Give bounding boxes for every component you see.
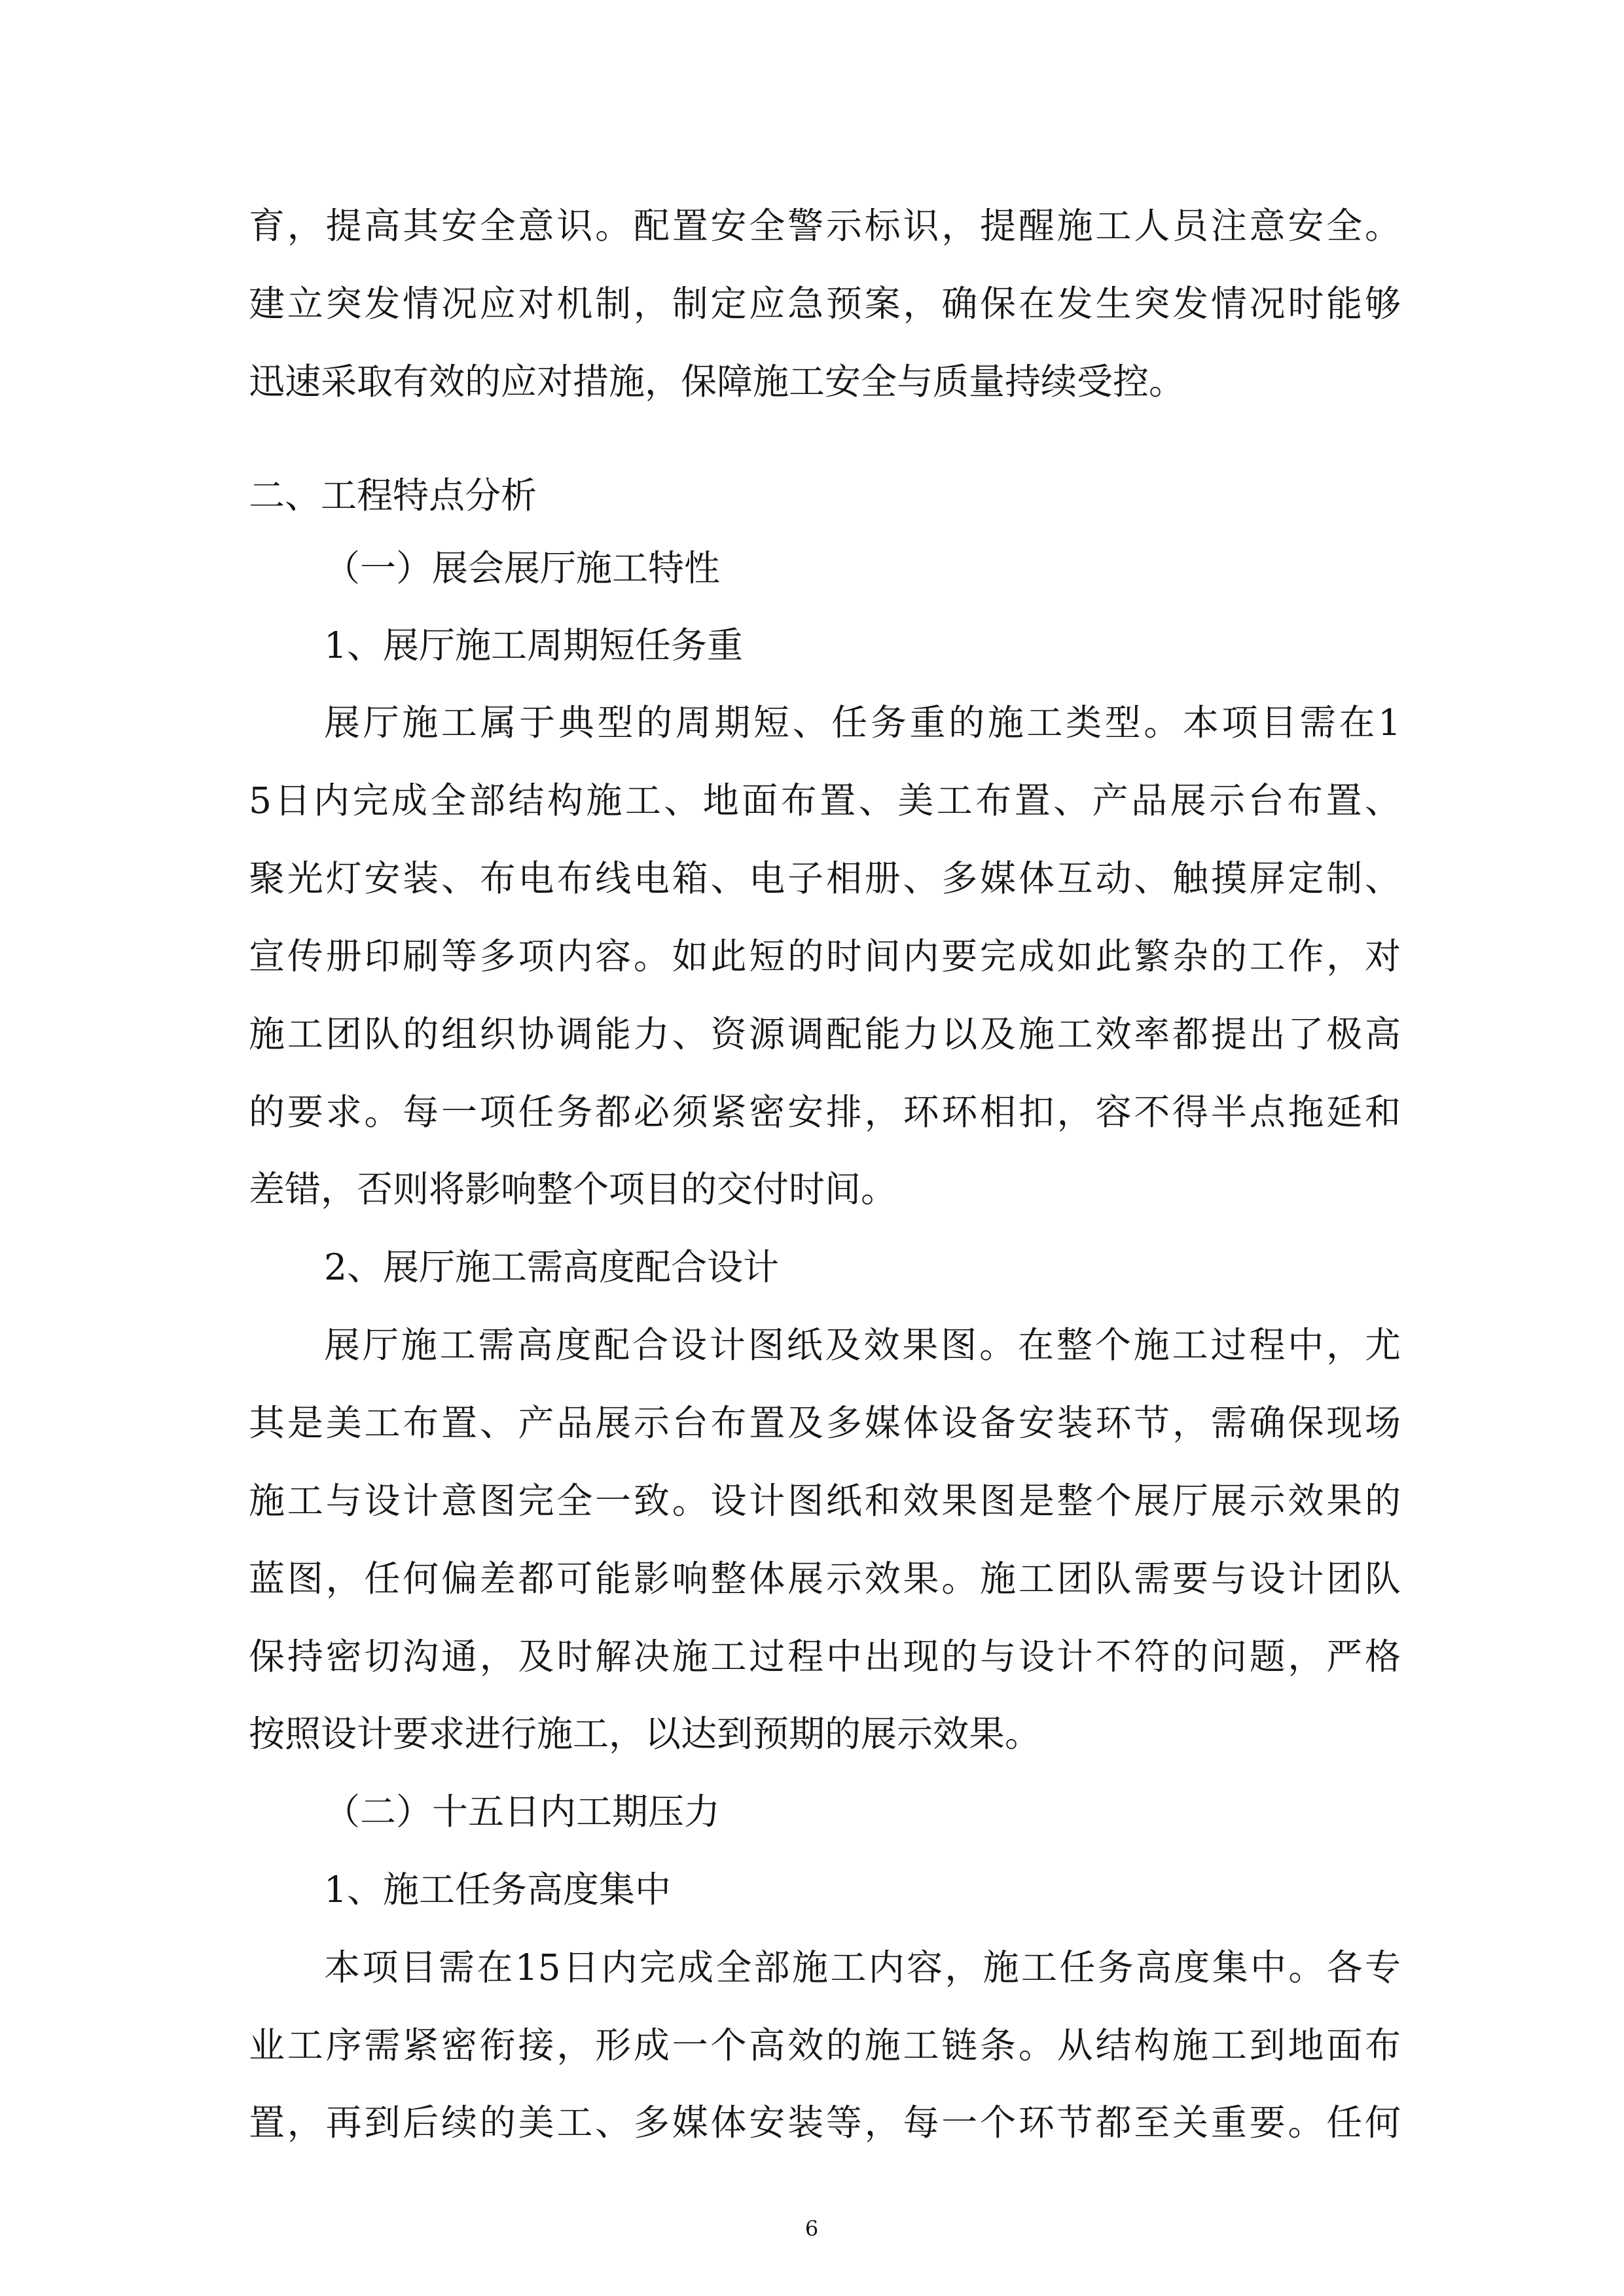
paragraph-line: 置，再到后续的美工、多媒体安装等，每一个环节都至关重要。任何 [249, 2102, 1401, 2144]
subsection-heading: （二）十五日内工期压力 [324, 1791, 721, 1833]
page-number: 6 [804, 2216, 819, 2241]
paragraph-line: 蓝图，任何偏差都可能影响整体展示效果。施工团队需要与设计团队 [249, 1558, 1401, 1600]
paragraph-line: 业工序需紧密衔接，形成一个高效的施工链条。从结构施工到地面布 [249, 2024, 1401, 2066]
section-heading: 二、工程特点分析 [249, 475, 537, 516]
paragraph-line: 施工与设计意图完全一致。设计图纸和效果图是整个展厅展示效果的 [249, 1480, 1401, 1522]
paragraph-line: 建立突发情况应对机制，制定应急预案，确保在发生突发情况时能够 [249, 283, 1401, 325]
paragraph-line: 迅速采取有效的应对措施，保障施工安全与质量持续受控。 [249, 361, 1185, 403]
paragraph-line: 的要求。每一项任务都必须紧密安排，环环相扣，容不得半点拖延和 [249, 1091, 1401, 1133]
paragraph-line: 其是美工布置、产品展示台布置及多媒体设备安装环节，需确保现场 [249, 1402, 1401, 1444]
item-heading: 1、展厅施工周期短任务重 [324, 624, 743, 666]
paragraph-line: 差错，否则将影响整个项目的交付时间。 [249, 1168, 897, 1210]
paragraph-line: 施工团队的组织协调能力、资源调配能力以及施工效率都提出了极高 [249, 1013, 1401, 1055]
paragraph-line: 宣传册印刷等多项内容。如此短的时间内要完成如此繁杂的工作，对 [249, 935, 1401, 977]
item-heading: 1、施工任务高度集中 [324, 1869, 671, 1910]
paragraph-line: 展厅施工需高度配合设计图纸及效果图。在整个施工过程中，尤 [324, 1324, 1401, 1366]
paragraph-line: 聚光灯安装、布电布线电箱、电子相册、多媒体互动、触摸屏定制、 [249, 857, 1401, 899]
subsection-heading: （一）展会展厅施工特性 [324, 547, 721, 589]
paragraph-line: 按照设计要求进行施工，以达到预期的展示效果。 [249, 1713, 1041, 1755]
paragraph-line: 本项目需在15日内完成全部施工内容，施工任务高度集中。各专 [324, 1946, 1401, 1988]
item-heading: 2、展厅施工需高度配合设计 [324, 1246, 779, 1288]
paragraph-line: 5日内完成全部结构施工、地面布置、美工布置、产品展示台布置、 [249, 780, 1401, 821]
paragraph-line: 育，提高其安全意识。配置安全警示标识，提醒施工人员注意安全。 [249, 205, 1401, 247]
paragraph-line: 展厅施工属于典型的周期短、任务重的施工类型。本项目需在1 [324, 702, 1401, 744]
paragraph-line: 保持密切沟通，及时解决施工过程中出现的与设计不符的问题，严格 [249, 1636, 1401, 1677]
